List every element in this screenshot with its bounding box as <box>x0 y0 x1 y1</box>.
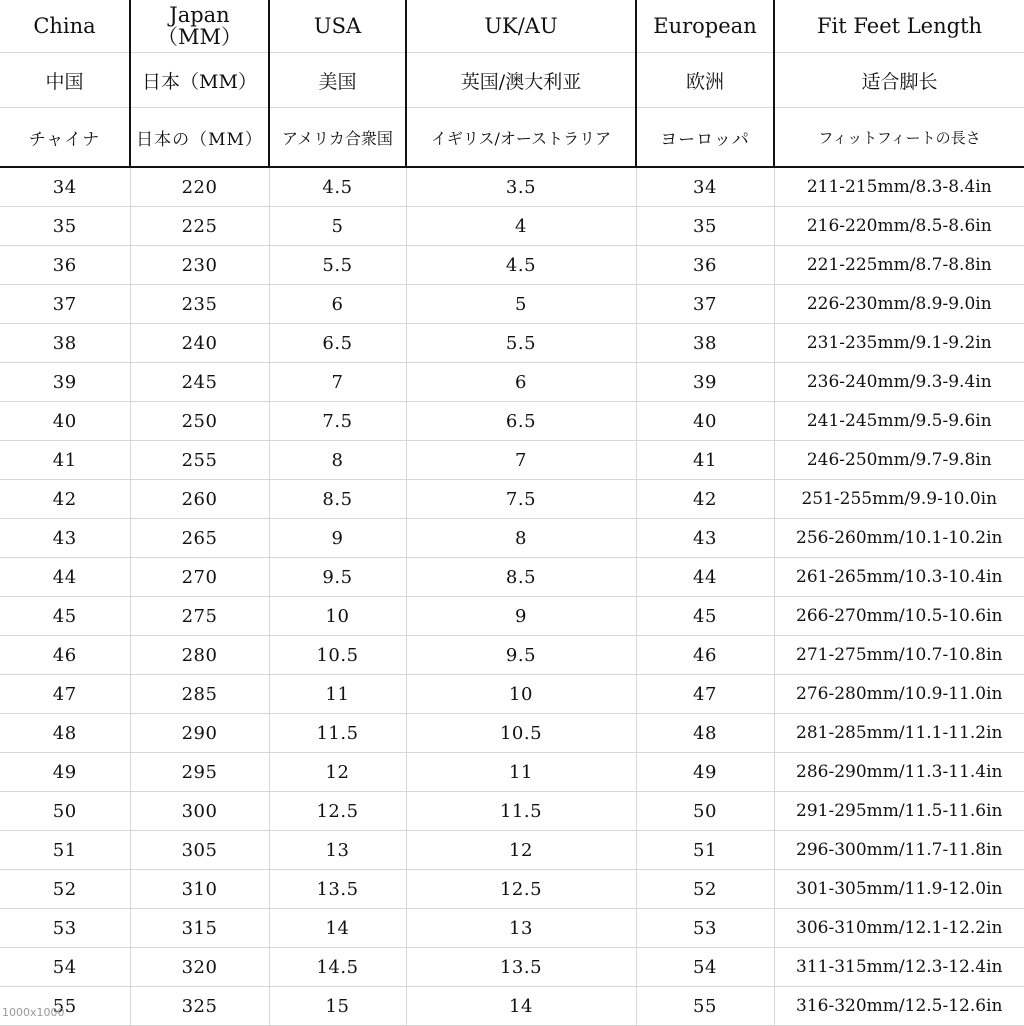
fit-feet-length-cell: 236-240mm/9.3-9.4in <box>774 363 1024 402</box>
header-row-japanese <box>0 108 1024 168</box>
china-size-cell: 49 <box>0 753 130 792</box>
usa-size-cell: 8.5 <box>269 480 406 519</box>
japan-size-cell: 225 <box>130 207 269 246</box>
japan-size-cell: 250 <box>130 402 269 441</box>
header-usa-zh: 美国 <box>269 53 406 108</box>
fit-feet-length-cell: 261-265mm/10.3-10.4in <box>774 558 1024 597</box>
fit-feet-length-cell: 271-275mm/10.7-10.8in <box>774 636 1024 675</box>
japan-size-cell: 230 <box>130 246 269 285</box>
uk-au-size-cell: 7.5 <box>406 480 636 519</box>
table-row <box>0 675 1024 714</box>
usa-size-cell: 5 <box>269 207 406 246</box>
japan-size-cell: 265 <box>130 519 269 558</box>
china-size-cell: 54 <box>0 948 130 987</box>
china-size-cell: 38 <box>0 324 130 363</box>
japan-size-cell: 240 <box>130 324 269 363</box>
japan-size-cell: 275 <box>130 597 269 636</box>
european-size-cell: 34 <box>636 167 774 207</box>
table-row <box>0 285 1024 324</box>
uk-au-size-cell: 13.5 <box>406 948 636 987</box>
uk-au-size-cell: 13 <box>406 909 636 948</box>
uk-au-size-cell: 14 <box>406 987 636 1026</box>
japan-size-cell: 235 <box>130 285 269 324</box>
japan-size-cell: 325 <box>130 987 269 1026</box>
usa-size-cell: 13 <box>269 831 406 870</box>
china-size-cell: 42 <box>0 480 130 519</box>
uk-au-size-cell: 8 <box>406 519 636 558</box>
usa-size-cell: 13.5 <box>269 870 406 909</box>
european-size-cell: 36 <box>636 246 774 285</box>
japan-size-cell: 315 <box>130 909 269 948</box>
header-fit-feet-length-zh: 适合脚长 <box>774 53 1024 108</box>
header-china: China <box>0 0 130 53</box>
usa-size-cell: 12 <box>269 753 406 792</box>
header-japan: Japan （MM） <box>130 0 269 53</box>
japan-size-cell: 220 <box>130 167 269 207</box>
uk-au-size-cell: 6 <box>406 363 636 402</box>
european-size-cell: 52 <box>636 870 774 909</box>
fit-feet-length-cell: 316-320mm/12.5-12.6in <box>774 987 1024 1026</box>
china-size-cell: 40 <box>0 402 130 441</box>
table-row <box>0 207 1024 246</box>
usa-size-cell: 6 <box>269 285 406 324</box>
table-row <box>0 870 1024 909</box>
japan-size-cell: 310 <box>130 870 269 909</box>
table-header <box>0 0 1024 167</box>
table-body <box>0 167 1024 1026</box>
usa-size-cell: 9.5 <box>269 558 406 597</box>
fit-feet-length-cell: 211-215mm/8.3-8.4in <box>774 167 1024 207</box>
china-size-cell: 55 <box>0 987 130 1026</box>
japan-size-cell: 300 <box>130 792 269 831</box>
european-size-cell: 51 <box>636 831 774 870</box>
japan-size-cell: 280 <box>130 636 269 675</box>
japan-size-cell: 260 <box>130 480 269 519</box>
uk-au-size-cell: 6.5 <box>406 402 636 441</box>
table-row <box>0 792 1024 831</box>
usa-size-cell: 7.5 <box>269 402 406 441</box>
european-size-cell: 46 <box>636 636 774 675</box>
table-row <box>0 636 1024 675</box>
header-usa-ja: アメリカ合衆国 <box>269 108 406 168</box>
european-size-cell: 37 <box>636 285 774 324</box>
fit-feet-length-cell: 301-305mm/11.9-12.0in <box>774 870 1024 909</box>
european-size-cell: 39 <box>636 363 774 402</box>
china-size-cell: 39 <box>0 363 130 402</box>
header-row-english <box>0 0 1024 53</box>
china-size-cell: 52 <box>0 870 130 909</box>
uk-au-size-cell: 11 <box>406 753 636 792</box>
fit-feet-length-cell: 266-270mm/10.5-10.6in <box>774 597 1024 636</box>
china-size-cell: 53 <box>0 909 130 948</box>
table-row <box>0 597 1024 636</box>
fit-feet-length-cell: 216-220mm/8.5-8.6in <box>774 207 1024 246</box>
header-uk-au-zh: 英国/澳大利亚 <box>406 53 636 108</box>
european-size-cell: 43 <box>636 519 774 558</box>
european-size-cell: 41 <box>636 441 774 480</box>
european-size-cell: 53 <box>636 909 774 948</box>
usa-size-cell: 10 <box>269 597 406 636</box>
european-size-cell: 49 <box>636 753 774 792</box>
usa-size-cell: 4.5 <box>269 167 406 207</box>
uk-au-size-cell: 9.5 <box>406 636 636 675</box>
usa-size-cell: 5.5 <box>269 246 406 285</box>
uk-au-size-cell: 4.5 <box>406 246 636 285</box>
china-size-cell: 36 <box>0 246 130 285</box>
header-china-ja: チャイナ <box>0 108 130 168</box>
fit-feet-length-cell: 241-245mm/9.5-9.6in <box>774 402 1024 441</box>
fit-feet-length-cell: 231-235mm/9.1-9.2in <box>774 324 1024 363</box>
usa-size-cell: 11.5 <box>269 714 406 753</box>
china-size-cell: 46 <box>0 636 130 675</box>
uk-au-size-cell: 12 <box>406 831 636 870</box>
china-size-cell: 34 <box>0 167 130 207</box>
usa-size-cell: 11 <box>269 675 406 714</box>
fit-feet-length-cell: 226-230mm/8.9-9.0in <box>774 285 1024 324</box>
fit-feet-length-cell: 311-315mm/12.3-12.4in <box>774 948 1024 987</box>
usa-size-cell: 14.5 <box>269 948 406 987</box>
header-uk-au-ja: イギリス/オーストラリア <box>406 108 636 168</box>
uk-au-size-cell: 9 <box>406 597 636 636</box>
table-row <box>0 948 1024 987</box>
china-size-cell: 41 <box>0 441 130 480</box>
table-row <box>0 558 1024 597</box>
european-size-cell: 44 <box>636 558 774 597</box>
china-size-cell: 35 <box>0 207 130 246</box>
table-row <box>0 714 1024 753</box>
european-size-cell: 35 <box>636 207 774 246</box>
european-size-cell: 42 <box>636 480 774 519</box>
header-european-zh: 欧洲 <box>636 53 774 108</box>
table-row <box>0 402 1024 441</box>
header-fit-feet-length-ja: フィットフィートの長さ <box>774 108 1024 168</box>
china-size-cell: 45 <box>0 597 130 636</box>
table-row <box>0 831 1024 870</box>
header-european: European <box>636 0 774 53</box>
header-european-ja: ヨーロッパ <box>636 108 774 168</box>
european-size-cell: 55 <box>636 987 774 1026</box>
china-size-cell: 43 <box>0 519 130 558</box>
uk-au-size-cell: 11.5 <box>406 792 636 831</box>
usa-size-cell: 10.5 <box>269 636 406 675</box>
table-row <box>0 480 1024 519</box>
uk-au-size-cell: 10.5 <box>406 714 636 753</box>
japan-size-cell: 290 <box>130 714 269 753</box>
usa-size-cell: 8 <box>269 441 406 480</box>
fit-feet-length-cell: 246-250mm/9.7-9.8in <box>774 441 1024 480</box>
fit-feet-length-cell: 296-300mm/11.7-11.8in <box>774 831 1024 870</box>
fit-feet-length-cell: 221-225mm/8.7-8.8in <box>774 246 1024 285</box>
fit-feet-length-cell: 286-290mm/11.3-11.4in <box>774 753 1024 792</box>
european-size-cell: 50 <box>636 792 774 831</box>
usa-size-cell: 9 <box>269 519 406 558</box>
table-row <box>0 987 1024 1026</box>
usa-size-cell: 15 <box>269 987 406 1026</box>
china-size-cell: 48 <box>0 714 130 753</box>
china-size-cell: 47 <box>0 675 130 714</box>
header-uk-au: UK/AU <box>406 0 636 53</box>
header-usa: USA <box>269 0 406 53</box>
uk-au-size-cell: 8.5 <box>406 558 636 597</box>
watermark: 1000x1000 <box>2 1006 65 1019</box>
japan-size-cell: 255 <box>130 441 269 480</box>
table-row <box>0 167 1024 207</box>
fit-feet-length-cell: 251-255mm/9.9-10.0in <box>774 480 1024 519</box>
uk-au-size-cell: 4 <box>406 207 636 246</box>
table-row <box>0 753 1024 792</box>
fit-feet-length-cell: 291-295mm/11.5-11.6in <box>774 792 1024 831</box>
table-row <box>0 246 1024 285</box>
japan-size-cell: 295 <box>130 753 269 792</box>
european-size-cell: 47 <box>636 675 774 714</box>
uk-au-size-cell: 5.5 <box>406 324 636 363</box>
china-size-cell: 50 <box>0 792 130 831</box>
uk-au-size-cell: 10 <box>406 675 636 714</box>
fit-feet-length-cell: 276-280mm/10.9-11.0in <box>774 675 1024 714</box>
fit-feet-length-cell: 256-260mm/10.1-10.2in <box>774 519 1024 558</box>
header-fit-feet-length: Fit Feet Length <box>774 0 1024 53</box>
usa-size-cell: 14 <box>269 909 406 948</box>
table-row <box>0 909 1024 948</box>
fit-feet-length-cell: 306-310mm/12.1-12.2in <box>774 909 1024 948</box>
japan-size-cell: 305 <box>130 831 269 870</box>
china-size-cell: 44 <box>0 558 130 597</box>
header-china-zh: 中国 <box>0 53 130 108</box>
fit-feet-length-cell: 281-285mm/11.1-11.2in <box>774 714 1024 753</box>
china-size-cell: 51 <box>0 831 130 870</box>
european-size-cell: 38 <box>636 324 774 363</box>
usa-size-cell: 6.5 <box>269 324 406 363</box>
table-row <box>0 363 1024 402</box>
table-row <box>0 441 1024 480</box>
uk-au-size-cell: 5 <box>406 285 636 324</box>
header-japan-ja: 日本の（MM） <box>130 108 269 168</box>
china-size-cell: 37 <box>0 285 130 324</box>
header-japan-zh: 日本（MM） <box>130 53 269 108</box>
japan-size-cell: 245 <box>130 363 269 402</box>
uk-au-size-cell: 7 <box>406 441 636 480</box>
uk-au-size-cell: 12.5 <box>406 870 636 909</box>
european-size-cell: 40 <box>636 402 774 441</box>
table-row <box>0 519 1024 558</box>
japan-size-cell: 270 <box>130 558 269 597</box>
european-size-cell: 48 <box>636 714 774 753</box>
european-size-cell: 54 <box>636 948 774 987</box>
european-size-cell: 45 <box>636 597 774 636</box>
japan-size-cell: 285 <box>130 675 269 714</box>
usa-size-cell: 12.5 <box>269 792 406 831</box>
table-row <box>0 324 1024 363</box>
japan-size-cell: 320 <box>130 948 269 987</box>
usa-size-cell: 7 <box>269 363 406 402</box>
uk-au-size-cell: 3.5 <box>406 167 636 207</box>
header-row-chinese <box>0 53 1024 108</box>
